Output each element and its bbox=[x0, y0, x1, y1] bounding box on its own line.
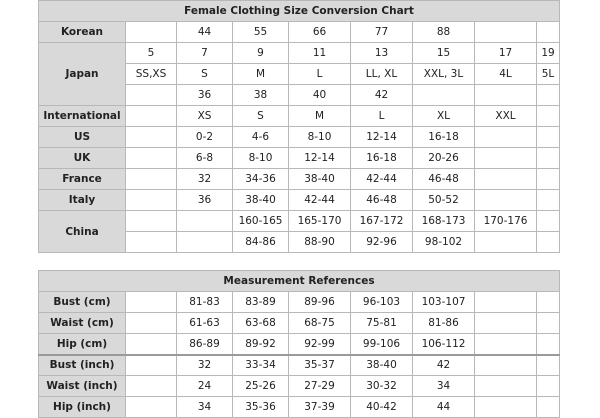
table-cell bbox=[475, 85, 537, 106]
table-row bbox=[39, 313, 560, 334]
table-cell: 35-37 bbox=[289, 355, 351, 376]
table-cell: 68-75 bbox=[289, 313, 351, 334]
table-cell: 32 bbox=[177, 355, 233, 376]
table-cell: 0-2 bbox=[177, 127, 233, 148]
table-cell: 46-48 bbox=[413, 169, 475, 190]
table-cell bbox=[177, 232, 233, 253]
table-cell: 34 bbox=[177, 397, 233, 418]
table-cell: L bbox=[351, 106, 413, 127]
table-cell: 106-112 bbox=[413, 334, 475, 355]
table-cell: 12-14 bbox=[351, 127, 413, 148]
table-cell bbox=[475, 169, 537, 190]
table-cell: 96-103 bbox=[351, 292, 413, 313]
table-cell bbox=[537, 313, 560, 334]
table-cell: 168-173 bbox=[413, 211, 475, 232]
table-cell bbox=[475, 334, 537, 355]
table-cell bbox=[537, 334, 560, 355]
table-row bbox=[39, 148, 560, 169]
table-cell bbox=[475, 355, 537, 376]
table-cell: XXL, 3L bbox=[413, 64, 475, 85]
table-cell: 34-36 bbox=[233, 169, 289, 190]
table-cell: 77 bbox=[351, 22, 413, 43]
table-gap bbox=[38, 253, 559, 270]
conversion-table-title-row bbox=[39, 1, 560, 22]
table-cell bbox=[126, 148, 177, 169]
row-label: France bbox=[39, 169, 126, 190]
table-cell: 40 bbox=[289, 85, 351, 106]
table-cell: 83-89 bbox=[233, 292, 289, 313]
table-cell bbox=[475, 292, 537, 313]
table-cell: 81-86 bbox=[413, 313, 475, 334]
table-cell: 84-86 bbox=[233, 232, 289, 253]
table-cell: 19 bbox=[537, 43, 560, 64]
table-cell bbox=[537, 190, 560, 211]
row-label: China bbox=[39, 211, 126, 253]
table-cell bbox=[475, 232, 537, 253]
table-cell bbox=[126, 211, 177, 232]
table-row bbox=[39, 190, 560, 211]
table-cell: 38-40 bbox=[351, 355, 413, 376]
table-cell: 89-96 bbox=[289, 292, 351, 313]
table-cell: 11 bbox=[289, 43, 351, 64]
table-cell bbox=[475, 148, 537, 169]
table-cell: 44 bbox=[413, 397, 475, 418]
table-cell bbox=[126, 232, 177, 253]
table-cell: L bbox=[289, 64, 351, 85]
row-label: International bbox=[39, 106, 126, 127]
table-cell bbox=[537, 22, 560, 43]
row-label: Italy bbox=[39, 190, 126, 211]
table-cell: 16-18 bbox=[413, 127, 475, 148]
table-cell: XL bbox=[413, 106, 475, 127]
size-chart bbox=[38, 0, 559, 418]
table-cell: M bbox=[233, 64, 289, 85]
table-cell bbox=[537, 169, 560, 190]
table-cell: 13 bbox=[351, 43, 413, 64]
table-cell: 160-165 bbox=[233, 211, 289, 232]
table-cell: 103-107 bbox=[413, 292, 475, 313]
table-cell: 44 bbox=[177, 22, 233, 43]
table-cell: 92-96 bbox=[351, 232, 413, 253]
table-cell bbox=[126, 397, 177, 418]
table-cell: 5L bbox=[537, 64, 560, 85]
table-cell: 36 bbox=[177, 85, 233, 106]
table-cell: 46-48 bbox=[351, 190, 413, 211]
table-cell: 42 bbox=[413, 355, 475, 376]
table-cell: 165-170 bbox=[289, 211, 351, 232]
table-row bbox=[39, 397, 560, 418]
table-cell: 33-34 bbox=[233, 355, 289, 376]
table-cell: 66 bbox=[289, 22, 351, 43]
table-cell: 27-29 bbox=[289, 376, 351, 397]
table-row bbox=[39, 127, 560, 148]
table-cell: XS bbox=[177, 106, 233, 127]
table-cell: 99-106 bbox=[351, 334, 413, 355]
table-cell bbox=[475, 313, 537, 334]
table-cell: LL, XL bbox=[351, 64, 413, 85]
table-row bbox=[39, 106, 560, 127]
table-cell bbox=[475, 190, 537, 211]
table-cell: XXL bbox=[475, 106, 537, 127]
row-label: Hip (cm) bbox=[39, 334, 126, 355]
table-cell: 16-18 bbox=[351, 148, 413, 169]
table-cell: 17 bbox=[475, 43, 537, 64]
table-cell: 4L bbox=[475, 64, 537, 85]
measurement-table bbox=[38, 270, 560, 418]
table-cell: 42 bbox=[351, 85, 413, 106]
table-cell: 30-32 bbox=[351, 376, 413, 397]
table-cell: 40-42 bbox=[351, 397, 413, 418]
row-label: Korean bbox=[39, 22, 126, 43]
row-label: Bust (inch) bbox=[39, 355, 126, 376]
table-cell: 89-92 bbox=[233, 334, 289, 355]
table-cell: 81-83 bbox=[177, 292, 233, 313]
table-cell bbox=[475, 127, 537, 148]
measurement-table-title-row bbox=[39, 271, 560, 292]
table-cell: 55 bbox=[233, 22, 289, 43]
row-label: UK bbox=[39, 148, 126, 169]
table-row bbox=[39, 43, 560, 64]
table-cell: S bbox=[233, 106, 289, 127]
table-cell: 88 bbox=[413, 22, 475, 43]
row-label: Waist (cm) bbox=[39, 313, 126, 334]
table-cell: 75-81 bbox=[351, 313, 413, 334]
table-cell bbox=[537, 127, 560, 148]
table-cell: 170-176 bbox=[475, 211, 537, 232]
table-cell bbox=[126, 334, 177, 355]
table-cell bbox=[475, 376, 537, 397]
table-cell: 34 bbox=[413, 376, 475, 397]
table-row bbox=[39, 211, 560, 232]
table-cell: 61-63 bbox=[177, 313, 233, 334]
table-cell: 8-10 bbox=[289, 127, 351, 148]
table-cell: 38-40 bbox=[233, 190, 289, 211]
table-cell: 50-52 bbox=[413, 190, 475, 211]
table-cell: M bbox=[289, 106, 351, 127]
table-cell: 8-10 bbox=[233, 148, 289, 169]
table-cell bbox=[537, 85, 560, 106]
table-cell bbox=[126, 190, 177, 211]
table-cell: 36 bbox=[177, 190, 233, 211]
table-cell: 4-6 bbox=[233, 127, 289, 148]
conversion-table-title: Female Clothing Size Conversion Chart bbox=[39, 1, 560, 22]
table-cell: 37-39 bbox=[289, 397, 351, 418]
table-cell: SS,XS bbox=[126, 64, 177, 85]
table-row bbox=[39, 22, 560, 43]
table-cell: 38-40 bbox=[289, 169, 351, 190]
table-cell bbox=[126, 376, 177, 397]
table-cell: 20-26 bbox=[413, 148, 475, 169]
row-label: Bust (cm) bbox=[39, 292, 126, 313]
table-cell: 42-44 bbox=[289, 190, 351, 211]
row-label: US bbox=[39, 127, 126, 148]
table-cell: 63-68 bbox=[233, 313, 289, 334]
table-cell bbox=[537, 397, 560, 418]
table-cell bbox=[537, 376, 560, 397]
table-cell: 7 bbox=[177, 43, 233, 64]
table-cell bbox=[537, 232, 560, 253]
table-cell bbox=[126, 22, 177, 43]
table-cell: 6-8 bbox=[177, 148, 233, 169]
table-cell: 24 bbox=[177, 376, 233, 397]
table-cell: 38 bbox=[233, 85, 289, 106]
table-cell: 167-172 bbox=[351, 211, 413, 232]
table-cell bbox=[537, 106, 560, 127]
table-cell bbox=[126, 106, 177, 127]
table-cell bbox=[126, 127, 177, 148]
table-cell bbox=[126, 169, 177, 190]
table-cell: 88-90 bbox=[289, 232, 351, 253]
table-cell: 86-89 bbox=[177, 334, 233, 355]
table-cell: S bbox=[177, 64, 233, 85]
table-cell: 12-14 bbox=[289, 148, 351, 169]
row-label: Waist (inch) bbox=[39, 376, 126, 397]
table-cell bbox=[537, 211, 560, 232]
table-cell bbox=[126, 313, 177, 334]
table-cell: 92-99 bbox=[289, 334, 351, 355]
table-row bbox=[39, 292, 560, 313]
table-cell bbox=[537, 148, 560, 169]
table-cell bbox=[126, 355, 177, 376]
table-cell bbox=[126, 85, 177, 106]
table-cell: 98-102 bbox=[413, 232, 475, 253]
row-label: Hip (inch) bbox=[39, 397, 126, 418]
table-cell bbox=[475, 22, 537, 43]
table-cell: 25-26 bbox=[233, 376, 289, 397]
table-cell bbox=[475, 397, 537, 418]
table-cell: 32 bbox=[177, 169, 233, 190]
row-label: Japan bbox=[39, 43, 126, 106]
table-row bbox=[39, 355, 560, 376]
table-cell bbox=[413, 85, 475, 106]
table-row bbox=[39, 334, 560, 355]
table-row bbox=[39, 169, 560, 190]
table-cell: 15 bbox=[413, 43, 475, 64]
table-cell bbox=[126, 292, 177, 313]
conversion-table bbox=[38, 0, 560, 253]
table-cell bbox=[177, 211, 233, 232]
table-cell bbox=[537, 355, 560, 376]
measurement-table-title: Measurement References bbox=[39, 271, 560, 292]
table-cell: 9 bbox=[233, 43, 289, 64]
table-cell: 5 bbox=[126, 43, 177, 64]
table-row bbox=[39, 376, 560, 397]
table-cell: 35-36 bbox=[233, 397, 289, 418]
table-cell: 42-44 bbox=[351, 169, 413, 190]
table-cell bbox=[537, 292, 560, 313]
